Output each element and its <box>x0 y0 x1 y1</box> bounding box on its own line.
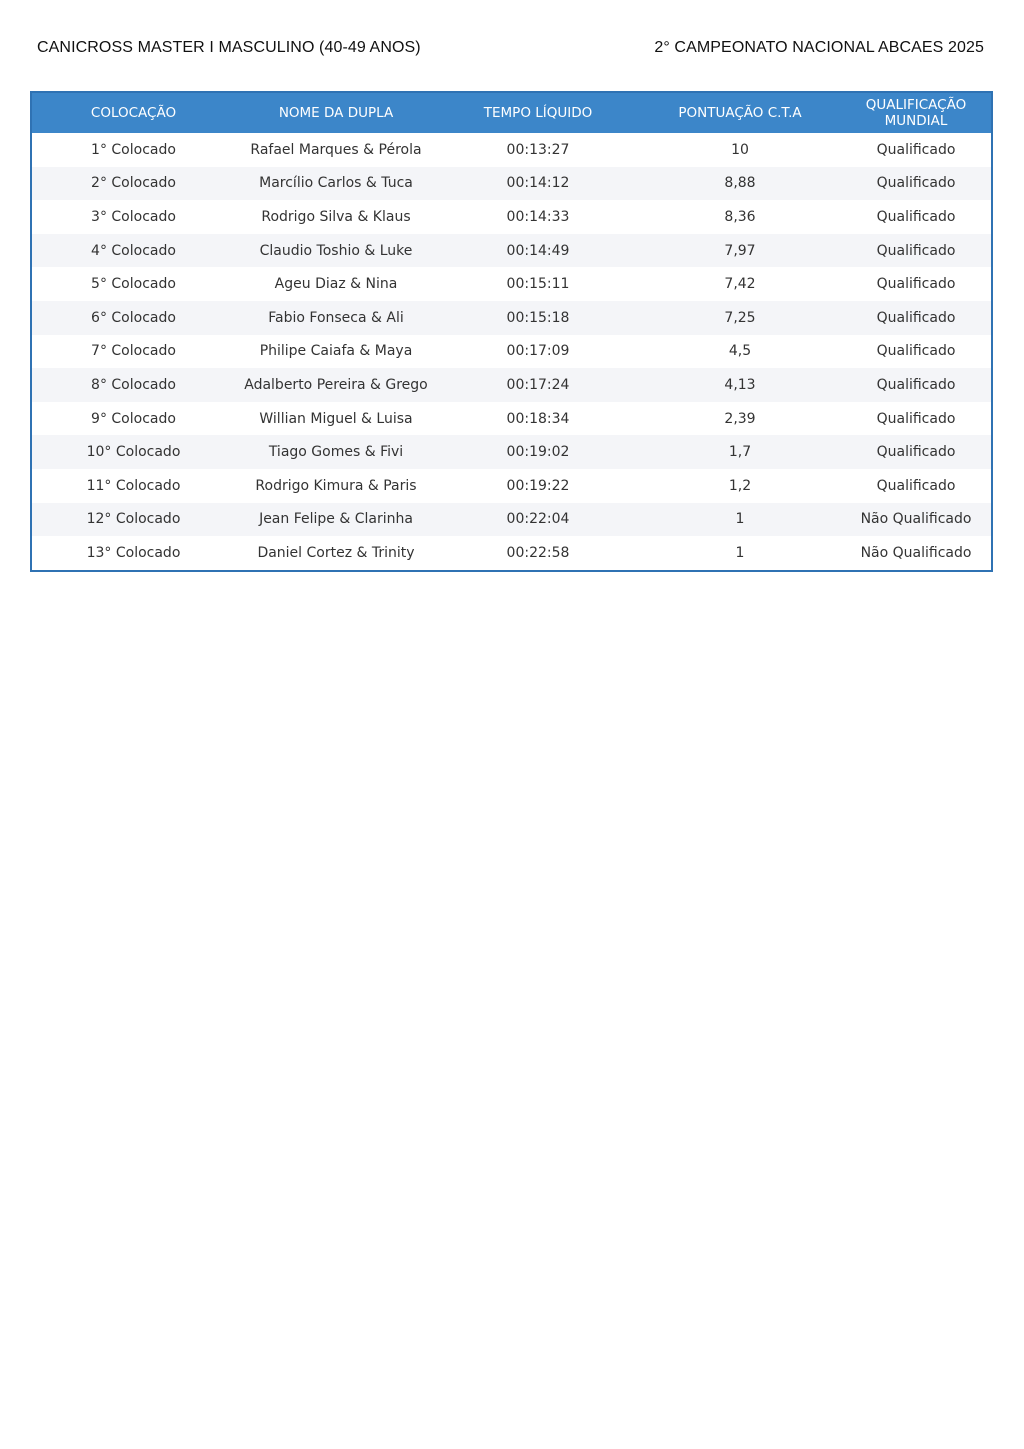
net-time-cell: 00:22:04 <box>437 503 639 537</box>
qualification-cell: Qualificado <box>841 167 991 201</box>
net-time-cell: 00:19:22 <box>437 469 639 503</box>
team-name-cell: Ageu Diaz & Nina <box>235 267 437 301</box>
column-header-team-name: NOME DA DUPLA <box>235 93 437 133</box>
net-time-cell: 00:17:09 <box>437 335 639 369</box>
net-time-cell: 00:14:49 <box>437 234 639 268</box>
results-table <box>32 93 991 570</box>
team-name-cell: Rodrigo Kimura & Paris <box>235 469 437 503</box>
placement-cell: 11° Colocado <box>32 469 235 503</box>
results-table-container <box>30 91 993 572</box>
placement-cell: 12° Colocado <box>32 503 235 537</box>
placement-cell: 9° Colocado <box>32 402 235 436</box>
team-name-cell: Fabio Fonseca & Ali <box>235 301 437 335</box>
column-header-net-time: TEMPO LÍQUIDO <box>437 93 639 133</box>
document-header <box>37 37 984 59</box>
score-cell: 4,13 <box>639 368 841 402</box>
score-cell: 1,7 <box>639 435 841 469</box>
qualification-cell: Qualificado <box>841 335 991 369</box>
championship-title: 2° CAMPEONATO NACIONAL ABCAES 2025 <box>654 39 984 56</box>
placement-cell: 2° Colocado <box>32 167 235 201</box>
table-row <box>32 469 991 503</box>
team-name-cell: Marcílio Carlos & Tuca <box>235 167 437 201</box>
table-row <box>32 200 991 234</box>
score-cell: 8,88 <box>639 167 841 201</box>
placement-cell: 5° Colocado <box>32 267 235 301</box>
team-name-cell: Rodrigo Silva & Klaus <box>235 200 437 234</box>
qualification-cell: Qualificado <box>841 267 991 301</box>
table-row <box>32 301 991 335</box>
qualification-cell: Qualificado <box>841 133 991 167</box>
qualification-cell: Não Qualificado <box>841 503 991 537</box>
score-cell: 7,42 <box>639 267 841 301</box>
table-header-row <box>32 93 991 133</box>
net-time-cell: 00:19:02 <box>437 435 639 469</box>
net-time-cell: 00:15:11 <box>437 267 639 301</box>
placement-cell: 3° Colocado <box>32 200 235 234</box>
qualification-cell: Qualificado <box>841 402 991 436</box>
table-row <box>32 167 991 201</box>
column-header-placement: COLOCAÇÃO <box>32 93 235 133</box>
placement-cell: 1° Colocado <box>32 133 235 167</box>
table-row <box>32 503 991 537</box>
net-time-cell: 00:22:58 <box>437 536 639 570</box>
qualification-cell: Qualificado <box>841 469 991 503</box>
qualification-cell: Qualificado <box>841 200 991 234</box>
team-name-cell: Philipe Caiafa & Maya <box>235 335 437 369</box>
table-row <box>32 267 991 301</box>
score-cell: 1,2 <box>639 469 841 503</box>
net-time-cell: 00:14:33 <box>437 200 639 234</box>
column-header-qualification: QUALIFICAÇÃO MUNDIAL <box>841 93 991 133</box>
qualification-cell: Qualificado <box>841 435 991 469</box>
table-row <box>32 368 991 402</box>
score-cell: 1 <box>639 536 841 570</box>
placement-cell: 13° Colocado <box>32 536 235 570</box>
table-body <box>32 133 991 570</box>
qualification-cell: Não Qualificado <box>841 536 991 570</box>
net-time-cell: 00:18:34 <box>437 402 639 436</box>
table-row <box>32 234 991 268</box>
qualification-cell: Qualificado <box>841 301 991 335</box>
score-cell: 7,25 <box>639 301 841 335</box>
qualification-cell: Qualificado <box>841 368 991 402</box>
team-name-cell: Rafael Marques & Pérola <box>235 133 437 167</box>
team-name-cell: Daniel Cortez & Trinity <box>235 536 437 570</box>
qualification-cell: Qualificado <box>841 234 991 268</box>
table-row <box>32 133 991 167</box>
net-time-cell: 00:15:18 <box>437 301 639 335</box>
score-cell: 10 <box>639 133 841 167</box>
score-cell: 8,36 <box>639 200 841 234</box>
team-name-cell: Willian Miguel & Luisa <box>235 402 437 436</box>
score-cell: 1 <box>639 503 841 537</box>
team-name-cell: Adalberto Pereira & Grego <box>235 368 437 402</box>
score-cell: 2,39 <box>639 402 841 436</box>
placement-cell: 7° Colocado <box>32 335 235 369</box>
team-name-cell: Tiago Gomes & Fivi <box>235 435 437 469</box>
table-row <box>32 335 991 369</box>
net-time-cell: 00:14:12 <box>437 167 639 201</box>
net-time-cell: 00:13:27 <box>437 133 639 167</box>
net-time-cell: 00:17:24 <box>437 368 639 402</box>
placement-cell: 6° Colocado <box>32 301 235 335</box>
score-cell: 7,97 <box>639 234 841 268</box>
team-name-cell: Jean Felipe & Clarinha <box>235 503 437 537</box>
team-name-cell: Claudio Toshio & Luke <box>235 234 437 268</box>
table-row <box>32 536 991 570</box>
table-row <box>32 402 991 436</box>
score-cell: 4,5 <box>639 335 841 369</box>
placement-cell: 10° Colocado <box>32 435 235 469</box>
placement-cell: 4° Colocado <box>32 234 235 268</box>
placement-cell: 8° Colocado <box>32 368 235 402</box>
column-header-score: PONTUAÇÃO C.T.A <box>639 93 841 133</box>
table-row <box>32 435 991 469</box>
category-title: CANICROSS MASTER I MASCULINO (40-49 ANOS) <box>37 39 421 56</box>
